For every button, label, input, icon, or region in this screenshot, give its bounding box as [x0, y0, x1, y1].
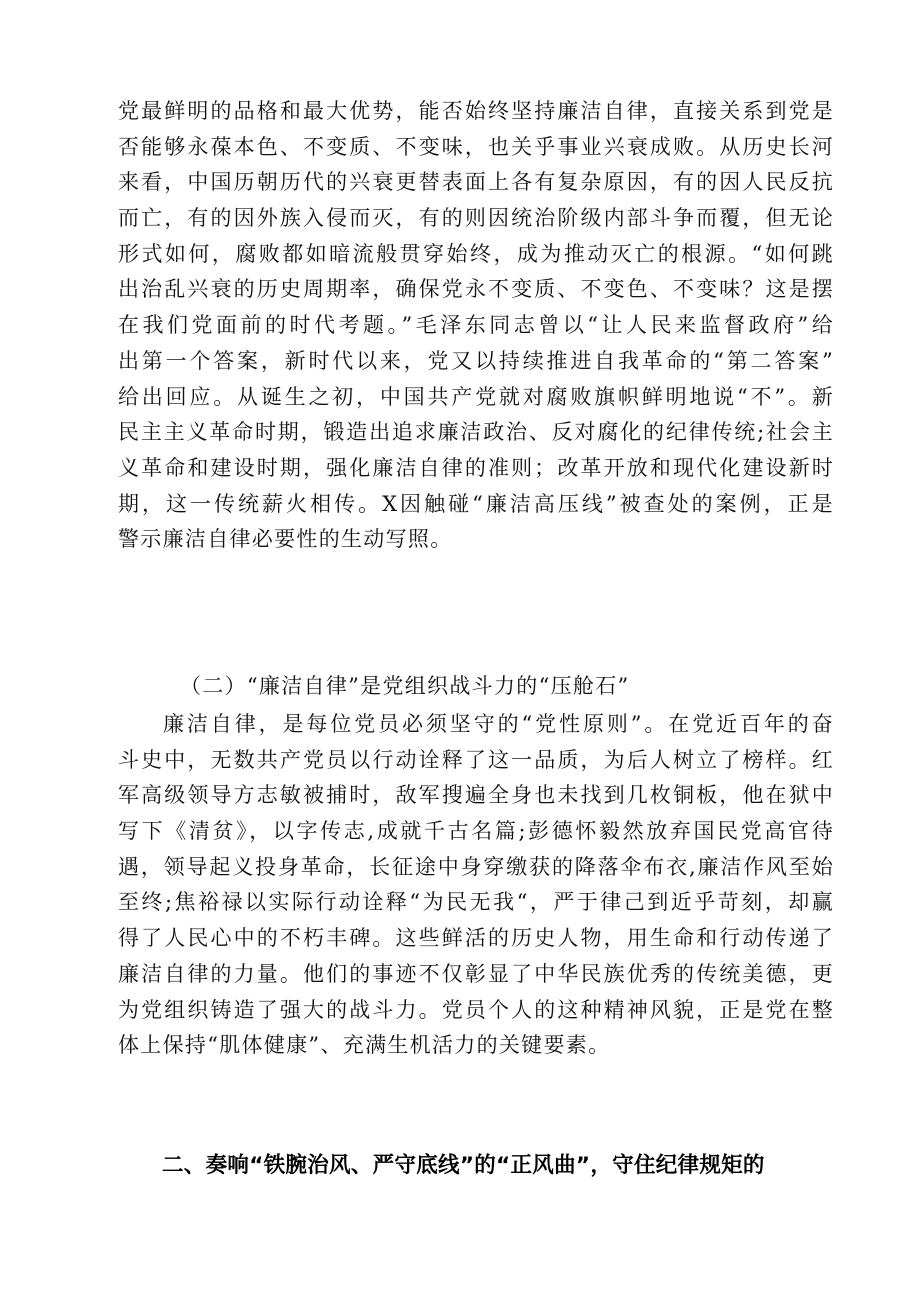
paragraph-line: 为党组织铸造了强大的战斗力。党员个人的这种精神风貌，正是党在整: [118, 997, 834, 1022]
section-subheading: （二）“廉洁自律”是党组织战斗力的“压舱石”: [180, 674, 630, 698]
paragraph-1: [118, 94, 834, 558]
paragraph-line: 得了人民心中的不朽丰碑。这些鲜活的历史人物，用生命和行动传递了: [118, 926, 834, 951]
paragraph-line: 军高级领导方志敏被捕时，敌军搜遍全身也未找到几枚铜板，他在狱中: [118, 783, 834, 808]
paragraph-line: 廉洁自律，是每位党员必须坚守的“党性原则”。在党近百年的奋: [163, 712, 834, 736]
paragraph-line: 而亡，有的因外族入侵而灭，有的则因统治阶级内部斗争而覆，但无论: [118, 206, 834, 231]
paragraph-line: 民主主义革命时期，锻造出追求廉洁政治、反对腐化的纪律传统;社会主: [118, 420, 834, 445]
paragraph-line: 出第一个答案，新时代以来，党又以持续推进自我革命的“第二答案”: [118, 348, 834, 373]
paragraph-line: 警示廉洁自律必要性的生动写照。: [118, 527, 453, 552]
paragraph-line: 否能够永葆本色、不变质、不变味，也关乎事业兴衰成败。从历史长河: [118, 134, 834, 159]
paragraph-line: 体上保持“肌体健康”、充满生机活力的关键要素。: [118, 1033, 611, 1058]
paragraph-line: 至终;焦裕禄以实际行动诠释“为民无我“，严于律己到近乎苛刻，却赢: [118, 890, 834, 915]
paragraph-line: 遇，领导起义投身革命，长征途中身穿缴获的降落伞布衣,廉洁作风至始: [118, 854, 834, 879]
paragraph-line: 党最鲜明的品格和最大优势，能否始终坚持廉洁自律，直接关系到党是: [118, 99, 834, 123]
paragraph-line: 斗史中，无数共产党员以行动诠释了这一品质，为后人树立了榜样。红: [118, 747, 834, 772]
paragraph-line: 形式如何，腐败都如暗流般贯穿始终，成为推动灭亡的根源。“如何跳: [118, 241, 834, 266]
paragraph-line: 给出回应。从诞生之初，中国共产党就对腐败旗帜鲜明地说“不”。新: [118, 384, 834, 409]
paragraph-line: 期，这一传统薪火相传。X因触碰“廉洁高压线”被查处的案例，正是: [118, 491, 834, 516]
paragraph-line: 在我们党面前的时代考题。”毛泽东同志曾以“让人民来监督政府”给: [118, 313, 834, 338]
paragraph-line: 义革命和建设时期，强化廉洁自律的准则；改革开放和现代化建设新时: [118, 455, 834, 480]
paragraph-line: 出治乱兴衰的历史周期率，确保党永不变质、不变色、不变味？这是摆: [118, 277, 834, 302]
paragraph-line: 来看，中国历朝历代的兴衰更替表面上各有复杂原因，有的因人民反抗: [118, 170, 834, 195]
section-heading: 二、奏响“铁腕治风、严守底线”的“正风曲”，守住纪律规矩的: [162, 1153, 765, 1178]
paragraph-line: 写下《清贫》，以字传志,成就千古名篇;彭德怀毅然放弃国民党高官待: [118, 819, 834, 844]
paragraph-line: 廉洁自律的力量。他们的事迹不仅彰显了中华民族优秀的传统美德，更: [118, 961, 834, 986]
paragraph-2: [118, 707, 834, 1064]
